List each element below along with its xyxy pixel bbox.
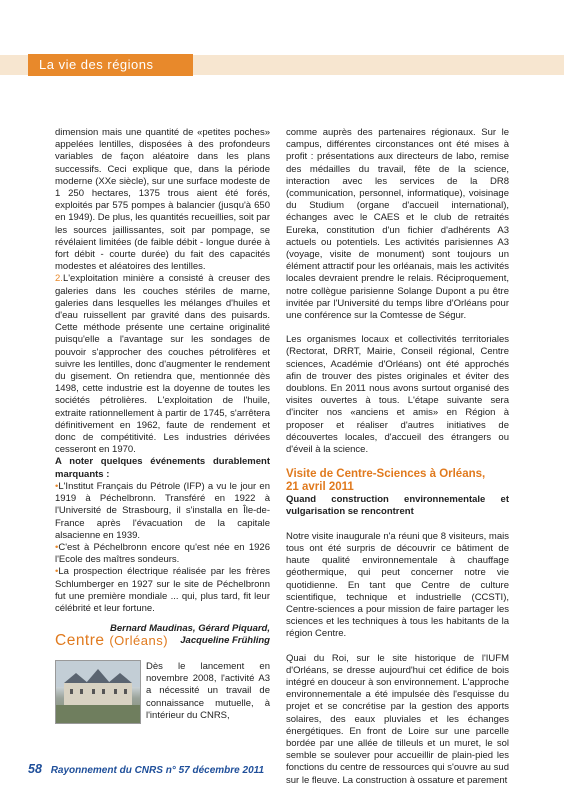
right-paragraph-3: Notre visite inaugurale n'a réuni que 8 visiteurs, mais tous ont été surpris de découvrir ce bâtiment de haute qualité environnementale à chauffage géothermique, qui peut concerner notre vie quotidienne. En tant que Centre de culture scientifique, technique et industrielle (CCSTI), Centre-sciences a pour mission de faire partager les sciences et les techniques à tous les habitants de la région Centre. bbox=[286, 530, 509, 640]
event-text: L'Institut Français du Pétrole (IFP) a vu le jour en 1919 à Péchelbronn. Transféré en 1922 à l'Université de Strasbourg, il s'installa en Île-de-France après l'évacuation de la capitale alsacienne en 1939. bbox=[55, 480, 270, 541]
paragraph-2-text: L'exploitation minière a consisté à creuser des galeries dans les couches stériles de marne, galeries dans lesquelles les mélanges d'huiles et d'eau ruissellent par gravité dans des puisards. Cette méthode présente une certaine originalité puisqu'elle a l'avantage sur les sondages de pouvoir s'approcher des couches pétrolifères et suivre les lentilles, donc d'augmenter le rendement du gisement. On retiendra que, mentionnée dès 1498, cette industrie est la doyenne de toutes les sociétés pétrolières. L'exploitation de l'huile, extraite rationnellement à partir de 1745, s'arrêtera définitivement en 1962, faute de rendement et donc de compétitivité. Les industries dérivées cesseront en 1970. bbox=[55, 273, 270, 456]
centre-title-main: Centre bbox=[55, 632, 105, 649]
left-paragraph-2 bbox=[55, 273, 270, 456]
visit-heading-line-1: Visite de Centre-Sciences à Orléans, bbox=[286, 468, 486, 481]
centre-intro-text: Dès le lancement en novembre 2008, l'activité A3 a nécessité un travail de connaissance mutuelle, à l'intérieur du CNRS, bbox=[146, 661, 270, 721]
event-text: C'est à Péchelbronn encore qu'est née en 1926 l'Ecole des maîtres sondeurs. bbox=[55, 541, 270, 566]
paragraph-number: 2. bbox=[55, 273, 63, 285]
event-text: La prospection électrique réalisée par les frères Schlumberger en 1927 sur le site de Péchelbronn fut une première mondiale ... qui, plus tard, fit leur célébrité et leur fortune. bbox=[55, 566, 270, 614]
section-header bbox=[28, 54, 193, 76]
section-title: La vie des régions bbox=[39, 57, 154, 72]
visit-heading bbox=[286, 468, 509, 494]
page-footer bbox=[28, 762, 264, 776]
left-intro-paragraph: dimension mais une quantité de «petites poches» appelées lentilles, disposées à des profondeurs variables de façon aléatoire dans les plans successifs. Ceci explique que, dans la période moderne (XXe siècle), sur une surface modeste de 1 250 hectares, 1375 trous aient été forés, exploités par 575 pompes à balancier (jusqu'à 650 en 1949). De plus, les quantités recueillies, soit par les sources jaillissantes, soit par pompage, se révélaient limitées (de faible débit - longue durée à fort débit - courte durée) du fait des capacités modestes et aléatoires des lentilles. bbox=[55, 127, 270, 273]
authors-line-2: Jacqueline Frühling bbox=[180, 635, 270, 647]
event-item: •C'est à Péchelbronn encore qu'est née en 1926 l'Ecole des maîtres sondeurs. bbox=[55, 541, 270, 566]
event-item: •L'Institut Français du Pétrole (IFP) a vu le jour en 1919 à Péchelbronn. Transféré en 1922 à l'Université de Strasbourg, il s'installa en Île-de-France après l'évacuation de la capitale alsacienne en 1939. bbox=[55, 480, 270, 541]
left-column bbox=[55, 127, 270, 648]
right-paragraph-1: comme auprès des partenaires régionaux. Sur le campus, différentes circonstances ont été mises à profit : présentations aux directeurs de labo, remise des médailles du travail, fête de la science, interaction avec les services de la DR8 (communication, personnel, informatique), voisinage du Studium (organe d'accueil international), échanges avec le CAES et le club de retraités Eureka, constitution d'un fichier d'adhérents A3 actuels ou potentiels. Les activités parisiennes A3 (voyage, visite de monument) sont toujours un élément attractif pour les orléanais, mais les activités locales devraient prendre le relais. Réciproquement, notre collègue parisienne Solange Dupont a pu être invitée par l'Université du temps libre d'Orléans pour une conférence sur la Comtesse de Ségur. bbox=[286, 127, 509, 322]
events-heading: A noter quelques événements durablement marquants : bbox=[55, 456, 270, 480]
right-paragraph-4: Quai du Roi, sur le site historique de l'IUFM d'Orléans, se dresse aujourd'hui cet édifice de bois intégré en douceur à son environnement. L'approche environnementale a été impulsée dès l'esquisse du projet et se concrétise par la gestion des apports solaires, des eaux pluviales et les échanges énergétiques. En front de Loire sur une parcelle bordée par une allée de tilleuls et un muret, le sol semble se soulever pour accueillir de plain-pied les fonctions du centre de ressources qui s'ouvre au sud sur le fleuve. La construction à ossature et parement bbox=[286, 652, 509, 786]
right-column bbox=[286, 127, 509, 787]
event-item: •La prospection électrique réalisée par les frères Schlumberger en 1927 sur le site de Péchelbronn fut une première mondiale ... qui, plus tard, fit leur célébrité et leur fortune. bbox=[55, 566, 270, 614]
visit-heading-line-2: 21 avril 2011 bbox=[286, 481, 354, 494]
visit-subheading: Quand construction environnementale et vulgarisation se rencontrent bbox=[286, 494, 509, 518]
page-number: 58 bbox=[28, 762, 42, 776]
centre-title-paren: (Orléans) bbox=[109, 633, 169, 648]
chateau-image bbox=[55, 660, 141, 724]
right-paragraph-2: Les organismes locaux et collectivités territoriales (Rectorat, DRRT, Mairie, Conseil régional, Centre sciences, Académie d'Orléans) ont été approchés afin de trouver des pistes originales et éviter des doublons. En 2011 nous avons surtout organisé des visites ouvertes à tous. L'étape suivante sera d'inciter nos «anciens et amis» en Région à proposer et réaliser d'autres initiatives de découvertes locales, d'accueil des étrangers ou d'éveil à la science. bbox=[286, 334, 509, 456]
centre-section-title bbox=[55, 632, 168, 650]
publication-name: Rayonnement du CNRS n° 57 décembre 2011 bbox=[50, 765, 265, 776]
authors-line-1: Bernard Maudinas, Gérard Piquard, bbox=[110, 623, 270, 635]
